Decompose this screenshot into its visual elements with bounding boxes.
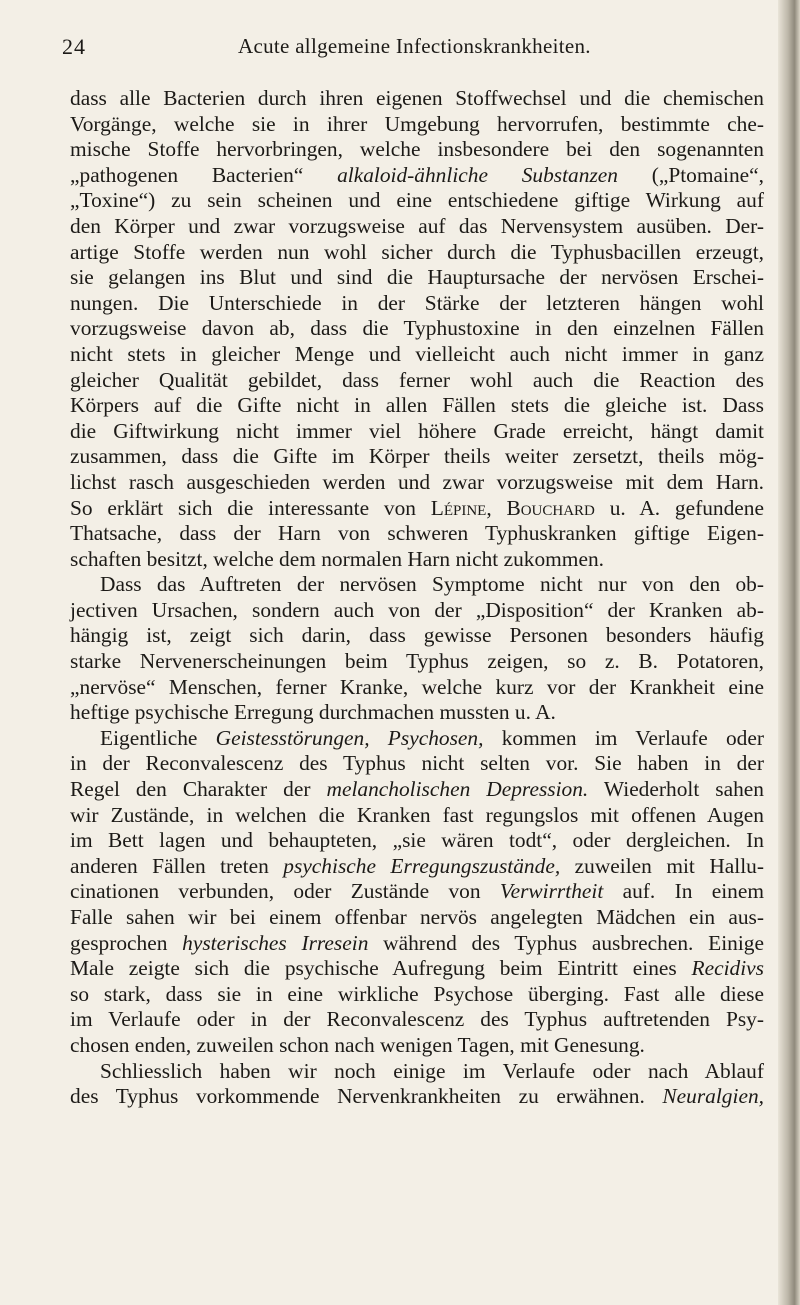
text-segment: jectiven Ursachen, sondern auch von der „Disposition“ der Kranken ab- <box>70 597 764 622</box>
text-segment: so stark, dass sie in eine wirkliche Psychose überging. Fast alle diese <box>70 981 764 1006</box>
italic-phrase: melancholischen Depression. <box>326 777 589 802</box>
text-segment: Eigentliche <box>100 725 216 750</box>
text-segment: im Verlaufe oder in der Reconvalescenz des Typhus auftretenden Psy- <box>70 1007 764 1032</box>
page-edge-shadow <box>778 0 800 1305</box>
text-line <box>70 803 764 829</box>
text-segment: , <box>486 495 507 520</box>
text-segment: des Typhus vorkommende Nervenkrankheiten zu erwähnen. <box>70 1084 663 1109</box>
text-line <box>70 1084 764 1110</box>
text-line <box>70 726 764 752</box>
text-segment: hängig ist, zeigt sich darin, dass gewisse Personen besonders häufig <box>70 623 764 648</box>
text-line <box>70 265 764 291</box>
text-segment: zusammen, dass die Gifte im Körper theils weiter zersetzt, theils mög- <box>70 444 764 469</box>
text-line <box>70 291 764 317</box>
text-segment: Regel den Charakter der <box>70 777 327 802</box>
text-line <box>70 777 764 803</box>
italic-phrase: hysterisches Irresein <box>182 930 369 955</box>
text-segment: Dass das Auftreten der nervösen Symptome nicht nur von den ob- <box>100 572 764 597</box>
text-segment: „Toxine“) zu sein scheinen und eine entschiedene giftige Wirkung auf <box>70 188 764 213</box>
text-segment: Körpers auf die Gifte nicht in allen Fällen stets die gleiche ist. Dass <box>70 393 764 418</box>
text-line <box>70 240 764 266</box>
text-segment: artige Stoffe werden nun wohl sicher durch die Typhusbacillen erzeugt, <box>70 239 764 264</box>
text-line <box>70 1059 764 1085</box>
text-line <box>70 879 764 905</box>
page-header <box>62 34 762 64</box>
text-segment: mische Stoffe hervorbringen, welche insbesondere bei den sogenannten <box>70 137 764 162</box>
italic-phrase: alkaloid-ähnliche Substanzen <box>337 162 618 187</box>
text-segment: schaften besitzt, welche dem normalen Harn nicht zukommen. <box>70 546 604 571</box>
text-line <box>70 137 764 163</box>
text-line <box>70 828 764 854</box>
text-segment: u. A. gefundene <box>594 495 764 520</box>
text-segment: Thatsache, dass der Harn von schweren Typhuskranken giftige Eigen- <box>70 521 764 546</box>
text-segment: cinationen verbunden, oder Zustände von <box>70 879 500 904</box>
text-segment: auf. In einem <box>603 879 764 904</box>
text-segment: die Giftwirkung nicht immer viel höhere Grade erreicht, hängt damit <box>70 418 764 443</box>
text-line <box>70 316 764 342</box>
text-segment: Male zeigte sich die psychische Aufregung beim Eintritt eines <box>70 956 692 981</box>
text-line <box>70 854 764 880</box>
text-segment: („Ptomaine“, <box>617 162 764 187</box>
text-line <box>70 470 764 496</box>
text-segment: zuweilen mit Hallu- <box>560 853 764 878</box>
text-line <box>70 751 764 777</box>
text-segment: dass alle Bacterien durch ihren eigenen Stoffwechsel und die chemischen <box>70 86 764 110</box>
text-line <box>70 496 764 522</box>
text-line <box>70 163 764 189</box>
text-line <box>70 521 764 547</box>
text-segment: vorzugsweise davon ab, dass die Typhustoxine in den einzelnen Fällen <box>70 316 764 341</box>
italic-phrase: Verwirrtheit <box>499 879 604 904</box>
text-line <box>70 342 764 368</box>
page-number: 24 <box>62 34 86 59</box>
text-line <box>70 547 764 573</box>
text-segment: im Bett lagen und behaupteten, „sie wären todt“, oder dergleichen. In <box>70 828 764 853</box>
text-segment: starke Nervenerscheinungen beim Typhus zeigen, so z. B. Potatoren, <box>70 649 764 674</box>
text-segment: wir Zustände, in welchen die Kranken fast regungslos mit offenen Augen <box>70 802 764 827</box>
text-segment: heftige psychische Erregung durchmachen mussten u. A. <box>70 700 556 725</box>
text-line <box>70 1007 764 1033</box>
text-segment: „pathogenen Bacterien“ <box>70 162 338 187</box>
text-line <box>70 675 764 701</box>
text-segment: Falle sahen wir bei einem offenbar nervös angelegten Mädchen ein aus- <box>70 905 764 929</box>
text-segment: sie gelangen ins Blut und sind die Hauptursache der nervösen Erschei- <box>70 265 764 290</box>
running-title: Acute allgemeine Infectionskrankheiten. <box>238 34 591 58</box>
author-name: Bouchard <box>506 495 595 520</box>
italic-phrase: psychische Erregungszustände, <box>283 853 561 878</box>
text-line <box>70 598 764 624</box>
text-segment: nungen. Die Unterschiede in der Stärke der letzteren hängen wohl <box>70 290 764 315</box>
text-line <box>70 86 764 112</box>
text-segment: kommen im Verlaufe oder <box>483 725 764 750</box>
text-line <box>70 1033 764 1059</box>
text-segment: lichst rasch ausgeschieden werden und zwar vorzugsweise mit dem Harn. <box>70 469 764 494</box>
text-line <box>70 214 764 240</box>
text-segment: gesprochen <box>70 930 183 955</box>
text-line <box>70 905 764 931</box>
author-name: Lépine <box>430 495 487 520</box>
text-segment: den Körper und zwar vorzugsweise auf das Nervensystem ausüben. Der- <box>70 213 764 238</box>
text-line <box>70 419 764 445</box>
italic-phrase: Neuralgien, <box>662 1084 764 1109</box>
text-line <box>70 623 764 649</box>
text-line <box>70 931 764 957</box>
text-line <box>70 188 764 214</box>
text-segment: Schliesslich haben wir noch einige im Verlaufe oder nach Ablauf <box>100 1058 764 1083</box>
text-segment: anderen Fällen treten <box>70 853 284 878</box>
text-line <box>70 112 764 138</box>
text-segment: „nervöse“ Menschen, ferner Kranke, welche kurz vor der Krankheit eine <box>70 674 764 699</box>
text-segment: So erklärt sich die interessante von <box>70 495 431 520</box>
text-segment: Wiederholt sahen <box>588 777 765 802</box>
text-line <box>70 982 764 1008</box>
text-line <box>70 444 764 470</box>
text-line <box>70 956 764 982</box>
italic-phrase: Recidivs <box>691 956 764 981</box>
body-text <box>70 86 764 1110</box>
text-line <box>70 572 764 598</box>
text-segment: chosen enden, zuweilen schon nach wenigen Tagen, mit Genesung. <box>70 1032 645 1057</box>
text-segment: während des Typhus ausbrechen. Einige <box>368 930 764 955</box>
text-segment: in der Reconvalescenz des Typhus nicht selten vor. Sie haben in der <box>70 751 764 776</box>
text-segment: Vorgänge, welche sie in ihrer Umgebung hervorrufen, bestimmte che- <box>70 111 764 136</box>
text-segment: gleicher Qualität gebildet, dass ferner wohl auch die Reaction des <box>70 367 764 392</box>
italic-phrase: Geistesstörungen, Psychosen, <box>215 725 484 750</box>
text-line <box>70 700 764 726</box>
text-line <box>70 393 764 419</box>
text-segment: nicht stets in gleicher Menge und vielleicht auch nicht immer in ganz <box>70 341 764 366</box>
text-line <box>70 649 764 675</box>
text-line <box>70 368 764 394</box>
